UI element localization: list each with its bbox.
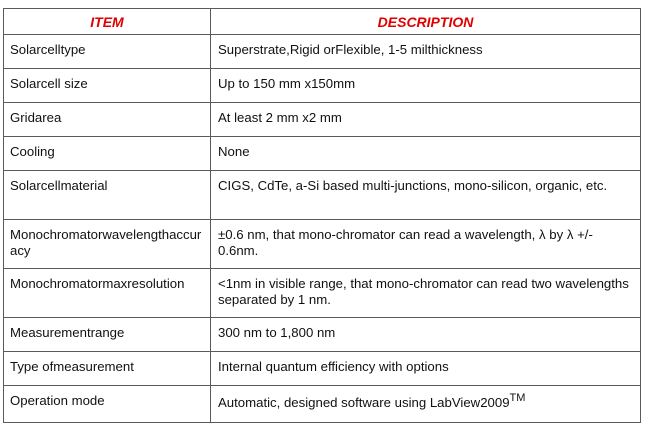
- table-row: [4, 269, 641, 318]
- trademark-superscript: TM: [509, 392, 526, 404]
- description-cell: Superstrate,Rigid orFlexible, 1-5 milthickness: [211, 35, 641, 69]
- operation-mode-text: Automatic, designed software using LabView2009: [218, 395, 510, 410]
- description-cell: CIGS, CdTe, a-Si based multi-junctions, mono-silicon, organic, etc.: [211, 171, 641, 220]
- item-cell: Monochromatormaxresolution: [4, 269, 211, 318]
- table-row: [4, 137, 641, 171]
- header-item: ITEM: [4, 9, 211, 35]
- description-cell: <1nm in visible range, that mono-chromator can read two wavelengths separated by 1 nm.: [211, 269, 641, 318]
- item-cell: Solarcelltype: [4, 35, 211, 69]
- specification-table: [3, 8, 641, 423]
- item-cell: Cooling: [4, 137, 211, 171]
- table-row: [4, 220, 641, 269]
- description-cell: ±0.6 nm, that mono-chromator can read a wavelength, λ by λ +/- 0.6nm.: [211, 220, 641, 269]
- table-row: [4, 103, 641, 137]
- description-cell: 300 nm to 1,800 nm: [211, 318, 641, 352]
- table-row: [4, 171, 641, 220]
- item-cell: Operation mode: [4, 386, 211, 423]
- table-row: [4, 318, 641, 352]
- item-cell: Solarcellmaterial: [4, 171, 211, 220]
- description-cell: At least 2 mm x2 mm: [211, 103, 641, 137]
- description-cell: Up to 150 mm x150mm: [211, 69, 641, 103]
- table-row: [4, 386, 641, 423]
- header-description: DESCRIPTION: [211, 9, 641, 35]
- item-cell: Type ofmeasurement: [4, 352, 211, 386]
- item-cell: Monochromatorwavelengthaccuracy: [4, 220, 211, 269]
- item-cell: Gridarea: [4, 103, 211, 137]
- table-header-row: [4, 9, 641, 35]
- description-cell: Internal quantum efficiency with options: [211, 352, 641, 386]
- description-cell: None: [211, 137, 641, 171]
- item-cell: Measurementrange: [4, 318, 211, 352]
- item-cell: Solarcell size: [4, 69, 211, 103]
- table-row: [4, 69, 641, 103]
- table-row: [4, 35, 641, 69]
- description-cell: [211, 386, 641, 423]
- table-row: [4, 352, 641, 386]
